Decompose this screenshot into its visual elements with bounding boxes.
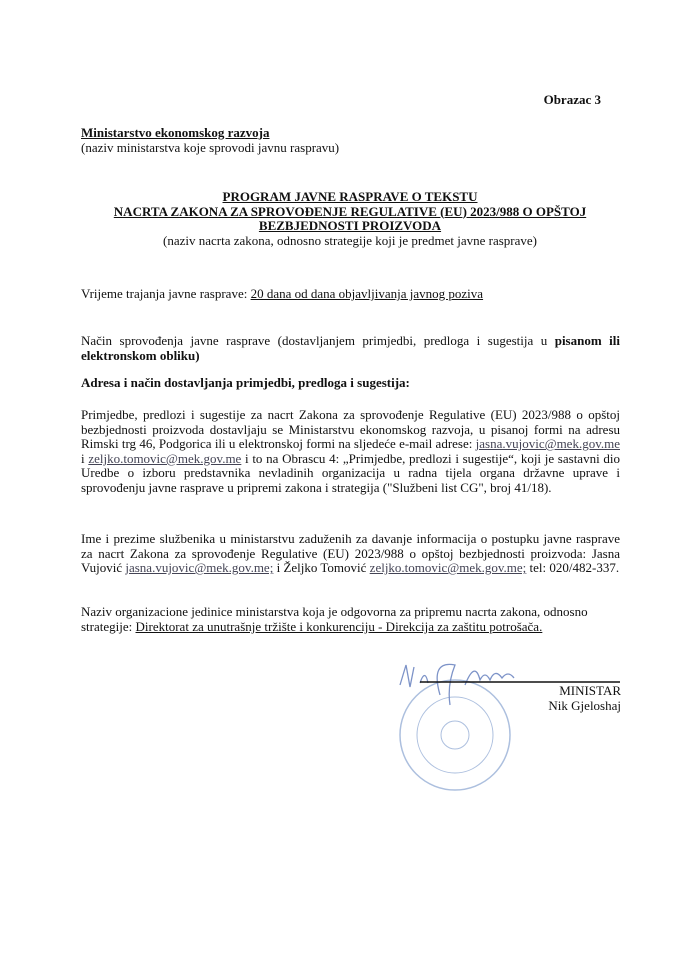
method-bold: pisanom ili elektronskom obliku) (81, 333, 620, 363)
signature-title: MINISTAR (559, 683, 621, 698)
document-title (80, 190, 620, 248)
contact-phone: tel: 020/482-337. (526, 560, 620, 576)
ministry-note: (naziv ministarstva koje sprovodi javnu raspravu) (81, 140, 340, 155)
contact-paragraph (81, 532, 620, 576)
and-text: i (81, 450, 89, 466)
stamp-icon (400, 680, 510, 790)
address-text-cont: i to na Obrascu 4: „Primjedbe, predlozi i sugestije“, koji je sastavni dio Uredbe o izboru predstavnika nevladinih organizacija u radna tijela organa državne uprave i sprovođenju javne rasprave u pripremi zakona i strategija ("Službeni list CG", broj 41/18). (81, 450, 620, 495)
title-line: PROGRAM JAVNE RASPRAVE O TEKSTU (222, 189, 478, 204)
contact-email-zeljko[interactable]: zeljko.tomovic@mek.gov.me; (369, 560, 527, 576)
contact-mid: i Željko Tomović (273, 560, 370, 576)
address-heading: Adresa i način dostavljanja primjedbi, predloga i sugestija: (81, 375, 410, 390)
signature-name: Nik Gjeloshaj (548, 697, 621, 713)
unit-value: Direktorat za unutrašnje tržište i konkurenciju - Direkcija za zaštitu potrošača. (135, 618, 543, 634)
form-label: Obrazac 3 (543, 92, 601, 107)
duration-value: 20 dana od dana objavljivanja javnog poziva (250, 286, 484, 301)
method-paragraph (81, 334, 620, 363)
ministry-name: Ministarstvo ekonomskog razvoja (81, 125, 270, 140)
contact-email-jasna[interactable]: jasna.vujovic@mek.gov.me; (125, 560, 274, 576)
method-text: Način sprovođenja javne rasprave (dostavljanjem primjedbi, predloga i sugestija u (81, 333, 555, 348)
signature-block (548, 684, 621, 713)
title-line: BEZBJEDNOSTI PROIZVODA (258, 218, 442, 234)
address-text: Primjedbe, predlozi i sugestije za nacrt Zakona za sprovođenje Regulative (EU) 2023/988 o opštoj bezbjednosti proizvoda dostavljaju se Ministarstvu ekonomskog razvoja, u pisanoj formi na adresu Rimski trg 46, Podgorica ili u elektronskoj formi na sljedeće e-mail adrese: (81, 407, 620, 452)
address-paragraph (81, 408, 620, 496)
email-link-zeljko[interactable]: zeljko.tomovic@mek.gov.me (88, 450, 242, 466)
title-note: (naziv nacrta zakona, odnosno strategije koji je predmet javne rasprave) (163, 232, 537, 248)
title-line: NACRTA ZAKONA ZA SPROVOĐENJE REGULATIVE (EU) 2023/988 O OPŠTOJ (113, 203, 587, 219)
unit-text: Naziv organizacione jedinice ministarstva koja je odgovorna za pripremu nacrta zakona, odnosno strategije: (81, 604, 588, 634)
duration-label: Vrijeme trajanja javne rasprave: (81, 286, 251, 301)
email-link-jasna[interactable]: jasna.vujovic@mek.gov.me (475, 436, 620, 452)
signature-and-stamp (380, 655, 630, 805)
duration (81, 287, 483, 302)
contact-text: Ime i prezime službenika u ministarstvu zaduženih za davanje informacija o postupku javne rasprave za nacrt Zakona za sprovođenje Regulative (EU) 2023/988 o opštoj bezbjednosti proizvoda: Jasna Vujović (81, 531, 620, 576)
unit-paragraph (81, 605, 621, 634)
